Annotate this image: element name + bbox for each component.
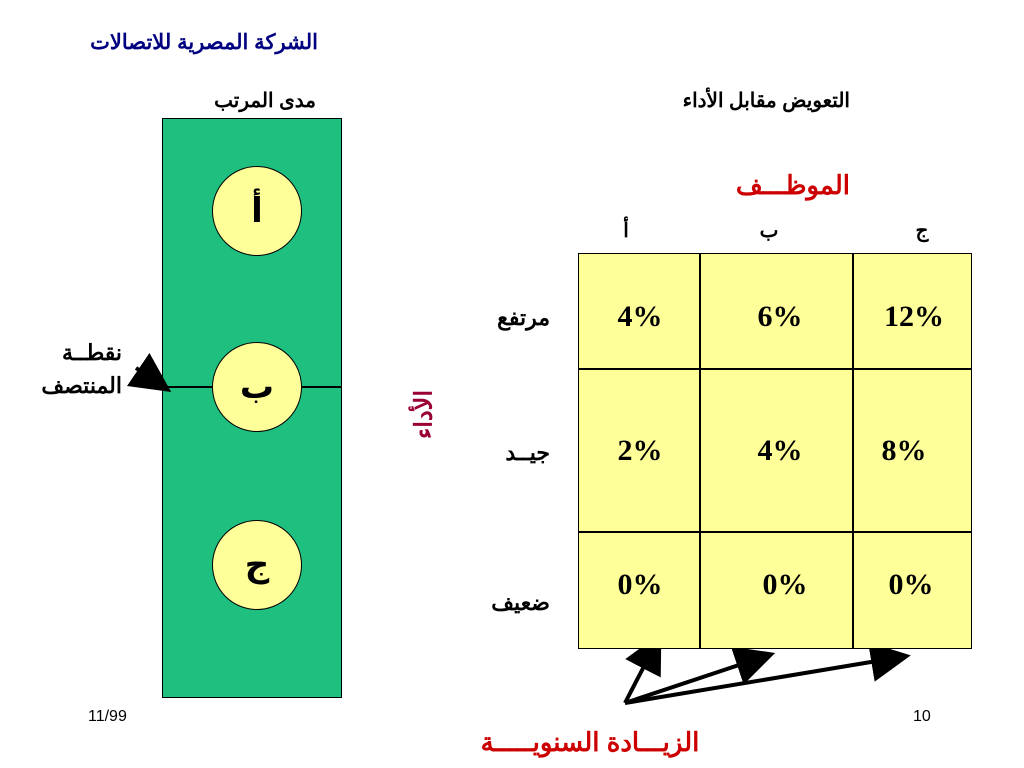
matrix-cell: 2% [617,434,663,467]
salary-range-title: مدى المرتب [214,90,316,112]
midpoint-label-line2: المنتصف [41,373,122,398]
annual-arrow-c [625,658,895,703]
employee-title: الموظـــف [735,170,850,200]
matrix-cell: 4% [617,300,663,333]
footer-date: 11/99 [88,708,127,725]
midpoint-label-line1: نقطــة [62,340,122,365]
company-name: الشركة المصرية للاتصالات [90,31,318,54]
column-header-c: ج [915,220,929,242]
matrix-cell: 12% [884,300,944,333]
matrix-cell: 0% [762,568,808,601]
row-label-high: مرتفع [497,305,550,330]
pay-for-performance-title: التعويض مقابل الأداء [682,90,850,112]
column-header-a: أ [623,220,629,242]
page-number: 10 [913,708,931,725]
column-header-b: ب [759,220,779,242]
grade-circle-c: ج [212,520,302,610]
grade-circle-a: أ [212,166,302,256]
row-label-weak: ضعيف [491,590,550,615]
grade-circle-b: ب [212,342,302,432]
matrix-cell: 4% [757,434,803,467]
matrix-divider [578,531,972,533]
performance-axis-label: الأداء [410,390,438,439]
matrix-cell: 6% [757,300,803,333]
matrix-cell: 0% [617,568,663,601]
annual-increase-label: الزيـــادة السنويـــــة [480,727,700,757]
matrix-cell: 0% [888,568,934,601]
matrix-divider [578,368,972,370]
row-label-good: جيــد [505,440,550,465]
matrix-cell: 8% [881,434,927,467]
midpoint-arrow [136,368,158,383]
